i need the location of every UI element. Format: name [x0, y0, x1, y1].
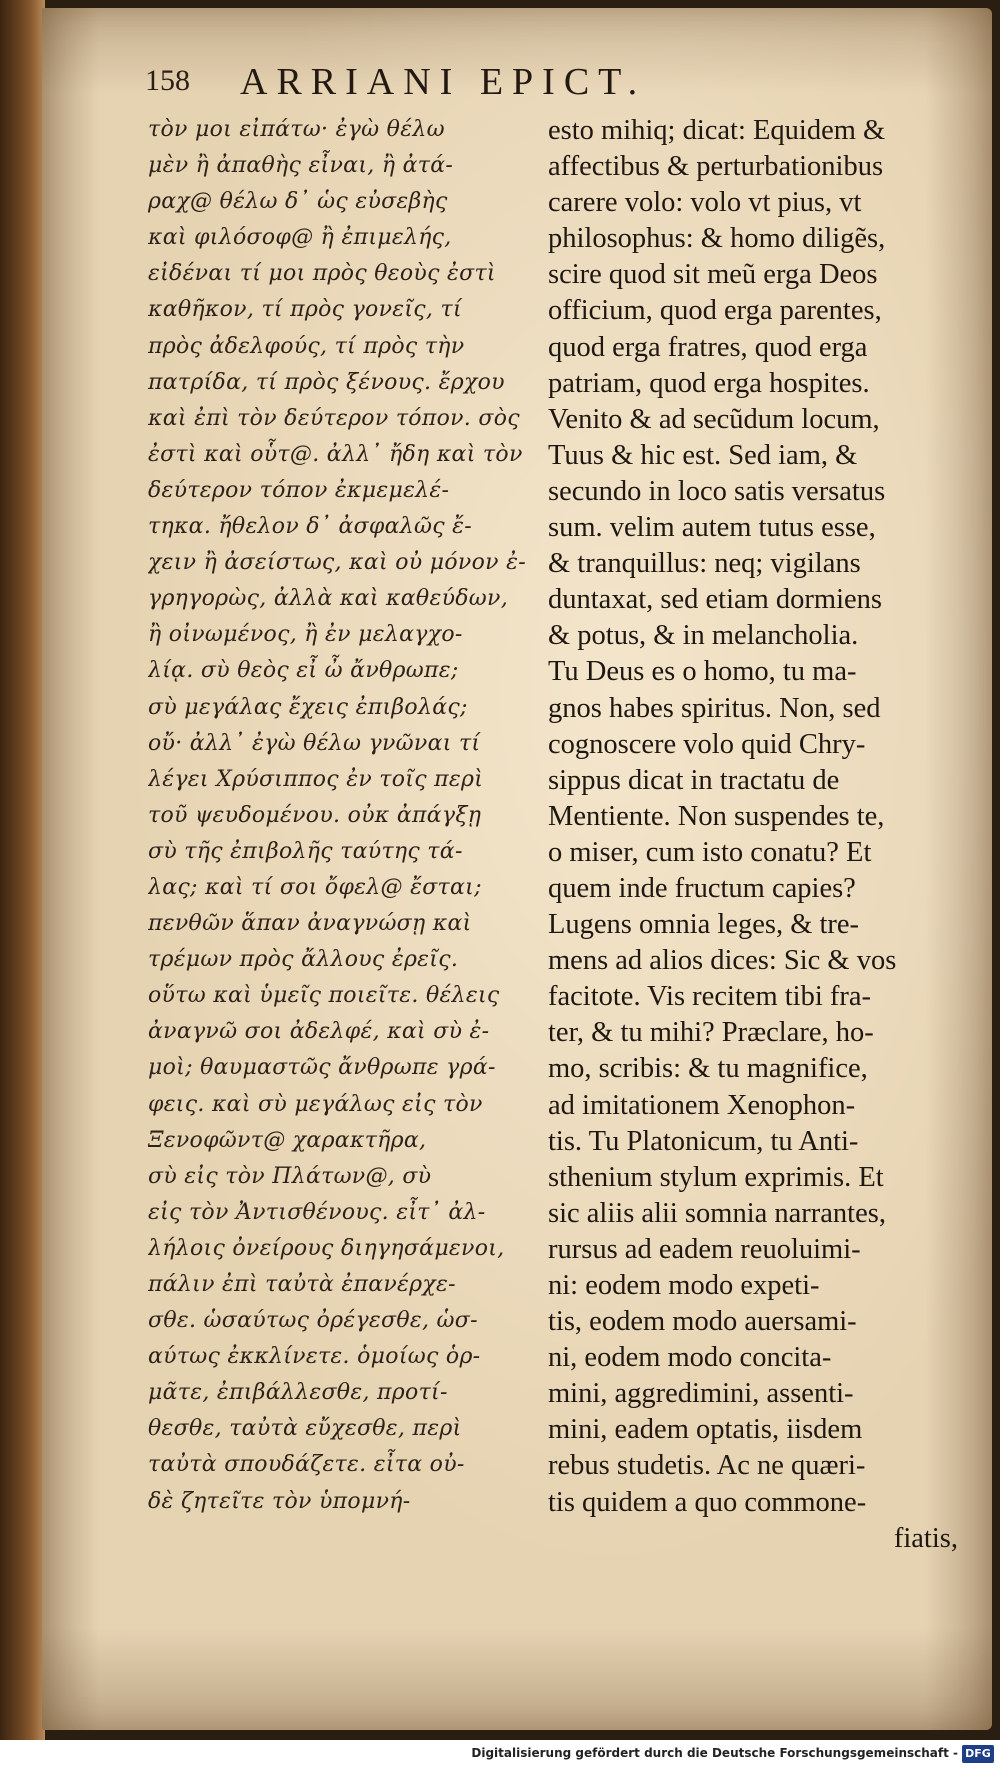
latin-text-line: o miser, cum isto conatu? Et — [548, 836, 872, 868]
latin-text-line: sthenium stylum exprimis. Et — [548, 1161, 884, 1193]
greek-text-line: μὲν ἢ ἀπαθὴς εἶναι, ἢ ἀτά- — [148, 153, 454, 179]
latin-text-line: cognoscere volo quid Chry- — [548, 728, 866, 760]
running-title: ARRIANI EPICT. — [240, 61, 647, 103]
greek-text-line: λας; καὶ τί σοι ὄφελ@ ἔσται; — [148, 874, 482, 900]
greek-text-line: μοὶ; θαυμαστῶς ἄνθρωπε γρά- — [148, 1055, 496, 1081]
greek-text-line: σὺ τῆς ἐπιβολῆς ταύτης τά- — [148, 838, 463, 864]
latin-text-line: ter, & tu mihi? Præclare, ho- — [548, 1017, 874, 1049]
greek-text-line: πρὸς ἀδελφούς, τί πρὸς τὴν — [148, 333, 465, 359]
greek-text-line: σὺ μεγάλας ἔχεις ἐπιβολάς; — [148, 694, 468, 720]
greek-text-line: καὶ ἐπὶ τὸν δεύτερον τόπον. σὸς — [148, 405, 520, 431]
greek-text-line: καὶ φιλόσοφ@ ἢ ἐπιμελής, — [148, 225, 452, 251]
greek-text-line: ἀναγνῶ σοι ἀδελφέ, καὶ σὺ ἐ- — [148, 1019, 490, 1045]
greek-text-line: ταὐτὰ σπουδάζετε. εἶτα οὐ- — [148, 1452, 465, 1478]
greek-text-line: γρηγορὼς, ἀλλὰ καὶ καθεύδων, — [148, 586, 508, 612]
greek-text-line: δὲ ζητεῖτε τὸν ὑπομνή- — [148, 1488, 411, 1514]
greek-text-column — [148, 112, 528, 1520]
latin-text-line: Lugens omnia leges, & tre- — [548, 909, 860, 941]
greek-text-line: θεσθε, ταὐτὰ εὔχεσθε, περὶ — [148, 1416, 462, 1442]
greek-text-line: μᾶτε, ἐπιβάλλεσθε, προτί- — [148, 1380, 448, 1406]
latin-text-line: carere volo: volo vt pius, vt — [548, 187, 862, 219]
latin-text-line: esto mihiq; dicat: Equidem & — [548, 115, 886, 146]
greek-text-line: οὔ· ἀλλ᾽ ἐγὼ θέλω γνῶναι τί — [148, 730, 481, 756]
greek-text-line: πενθῶν ἅπαν ἀναγνώσῃ καὶ — [148, 911, 472, 937]
greek-text-line: πάλιν ἐπὶ ταὐτὰ ἐπανέρχε- — [148, 1272, 456, 1297]
latin-text-line: rursus ad eadem reuoluimi- — [548, 1233, 861, 1265]
greek-text-line: ἐστὶ καὶ οὗτ@. ἀλλ᾽ ἤδη καὶ τὸν — [148, 441, 523, 467]
latin-text-line: philosophus: & homo diligẽs, — [548, 223, 886, 255]
greek-text-line: χειν ἢ ἀσείστως, καὶ οὐ μόνον ἐ- — [148, 550, 526, 576]
latin-text-line: officium, quod erga parentes, — [548, 295, 882, 327]
latin-text-line: gnos habes spiritus. Non, sed — [548, 692, 881, 724]
greek-text-line: λήλοις ὀνείρους διηγησάμενοι, — [148, 1235, 505, 1261]
latin-text-line: tis quidem a quo commone- — [548, 1486, 867, 1518]
latin-text-line: tis. Tu Platonicum, tu Anti- — [548, 1125, 859, 1157]
catchword: fiatis, — [893, 1522, 958, 1554]
greek-text-line: δεύτερον τόπον ἐκμεμελέ- — [148, 477, 450, 503]
latin-text-line: sic aliis alii somnia narrantes, — [548, 1197, 886, 1229]
latin-text-line: rebus studetis. Ac ne quæri- — [548, 1450, 866, 1482]
greek-text-line: τρέμων πρὸς ἄλλους ἐρεῖς. — [148, 947, 459, 973]
greek-text-line: οὕτω καὶ ὑμεῖς ποιεῖτε. θέλεις — [148, 983, 500, 1009]
latin-text-line: sum. velim autem tutus esse, — [548, 512, 876, 544]
footer-credit: Digitalisierung gefördert durch die Deutsche Forschungsgemeinschaft - — [471, 1746, 958, 1760]
greek-text-line: σὺ εἰς τὸν Πλάτων@, σὺ — [148, 1163, 432, 1189]
footer-bar — [0, 1740, 1000, 1770]
latin-text-line: quem inde fructum capies? — [548, 872, 856, 904]
latin-text-line: affectibus & perturbationibus — [548, 151, 884, 183]
page-number: 158 — [145, 64, 190, 97]
latin-text-line: mens ad alios dices: Sic & vos — [548, 945, 897, 977]
latin-text-line: & tranquillus: neq; vigilans — [548, 548, 861, 580]
latin-text-line: patriam, quod erga hospites. — [548, 367, 870, 399]
greek-text-line: λίᾳ. σὺ θεὸς εἶ ὦ ἄνθρωπε; — [148, 658, 459, 684]
latin-text-line: ni, eodem modo concita- — [548, 1342, 832, 1374]
latin-text-line: scire quod sit meũ erga Deos — [548, 259, 878, 291]
greek-text-line: τοῦ ψευδομένου. οὐκ ἀπάγξῃ — [148, 802, 482, 828]
greek-text-line: τὸν μοι εἰπάτω· ἐγὼ θέλω — [148, 117, 445, 142]
latin-text-line: ni: eodem modo expeti- — [548, 1270, 820, 1301]
latin-text-line: quod erga fratres, quod erga — [548, 331, 868, 363]
greek-text-line: τηκα. ἤθελον δ᾽ ἀσφαλῶς ἔ- — [148, 514, 473, 540]
latin-text-line: secundo in loco satis versatus — [548, 475, 886, 507]
latin-text-line: ad imitationem Xenophon- — [548, 1089, 856, 1121]
latin-text-line: mini, eadem optatis, iisdem — [548, 1414, 863, 1446]
greek-text-line: Ξενοφῶντ@ χαρακτῆρα, — [148, 1127, 427, 1153]
latin-text-line: tis, eodem modo auersami- — [548, 1306, 857, 1338]
latin-text-line: Tuus & hic est. Sed iam, & — [548, 439, 858, 471]
greek-text-line: φεις. καὶ σὺ μεγάλως εἰς τὸν — [148, 1091, 483, 1117]
greek-text-line: σθε. ὡσαύτως ὀρέγεσθε, ὡσ- — [148, 1308, 478, 1334]
latin-text-line: sippus dicat in tractatu de — [548, 764, 840, 796]
latin-text-line: facitote. Vis recitem tibi fra- — [548, 981, 872, 1013]
book-spine — [0, 0, 45, 1740]
latin-text-line: Tu Deus es o homo, tu ma- — [548, 656, 857, 688]
page-header — [145, 60, 905, 110]
latin-text-column — [548, 113, 958, 1557]
greek-text-line: λέγει Χρύσιππος ἐν τοῖς περὶ — [148, 766, 484, 792]
latin-text-line: Venito & ad secũdum locum, — [548, 403, 880, 435]
greek-text-line: εἰδέναι τί μοι πρὸς θεοὺς ἐστὶ — [148, 261, 496, 287]
greek-text-line: πατρίδα, τί πρὸς ξένους. ἔρχου — [148, 369, 505, 395]
latin-text-line: & potus, & in melancholia. — [548, 620, 859, 652]
latin-text-line: mo, scribis: & tu magnifice, — [548, 1053, 868, 1085]
greek-text-line: ἢ οἰνωμένος, ἢ ἐν μελαγχο- — [148, 622, 463, 648]
dfg-logo: DFG — [962, 1745, 994, 1763]
latin-text-line: duntaxat, sed etiam dormiens — [548, 584, 882, 616]
greek-text-line: αύτως ἐκκλίνετε. ὁμοίως ὁρ- — [148, 1344, 481, 1370]
greek-text-line: ραχ@ θέλω δ᾽ ὡς εὐσεβὴς — [148, 189, 448, 215]
latin-text-line: Mentiente. Non suspendes te, — [548, 800, 885, 832]
greek-text-line: καθῆκον, τί πρὸς γονεῖς, τί — [148, 297, 462, 323]
latin-text-line: mini, aggredimini, assenti- — [548, 1378, 854, 1410]
greek-text-line: εἰς τὸν Ἀντισθένους. εἶτ᾽ ἀλ- — [148, 1199, 486, 1225]
